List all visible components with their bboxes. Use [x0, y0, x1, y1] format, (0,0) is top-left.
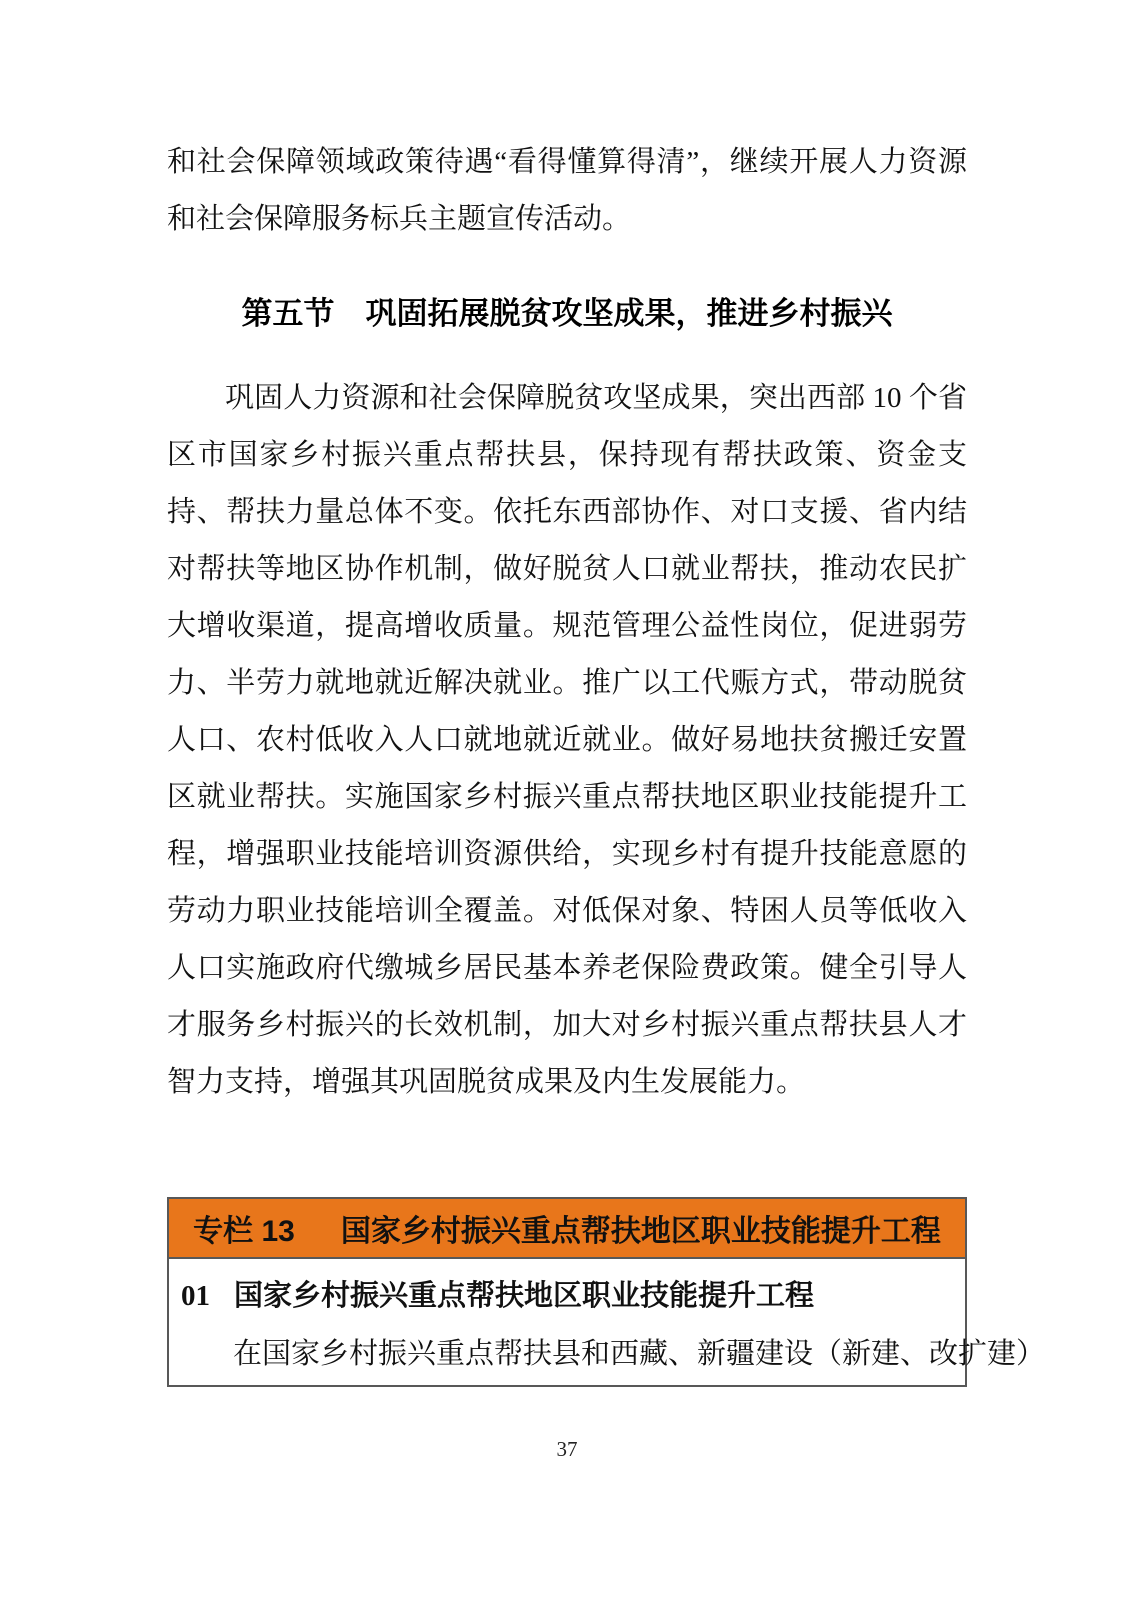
- column-item-head: [181, 1273, 953, 1319]
- section-heading: 第五节 巩固拓展脱贫攻坚成果，推进乡村振兴: [241, 296, 893, 331]
- column-item-body: 在国家乡村振兴重点帮扶县和西藏、新疆建设（新建、改扩建）: [233, 1338, 1046, 1370]
- column-box-content: [169, 1259, 1046, 1385]
- column-box-header: [169, 1199, 965, 1259]
- column-item-title: 国家乡村振兴重点帮扶地区职业技能提升工程: [234, 1280, 815, 1312]
- main-paragraph: 巩固人力资源和社会保障脱贫攻坚成果，突出西部 10 个省区市国家乡村振兴重点帮扶县，保持现有帮扶政策、资金支持、帮扶力量总体不变。依托东西部协作、对口支援、省内结对帮扶等地区协作机制，做好脱贫人口就业帮扶，推动农民扩大增收渠道，提高增收质量。规范管理公益性岗位，促进弱劳力、半劳力就地就近解决就业。推广以工代赈方式，带动脱贫人口、农村低收入人口就地就近就业。做好易地扶贫搬迁安置区就业帮扶。实施国家乡村振兴重点帮扶地区职业技能提升工程，增强职业技能培训资源供给，实现乡村有提升技能意愿的劳动力职业技能培训全覆盖。对低保对象、特困人员等低收入人口实施政府代缴城乡居民基本养老保险费政策。健全引导人才服务乡村振兴的长效机制，加大对乡村振兴重点帮扶县人才智力支持，增强其巩固脱贫成果及内生发展能力。: [167, 382, 967, 1098]
- column-box-label: 专栏 13: [193, 1215, 295, 1248]
- column-box-title: 国家乡村振兴重点帮扶地区职业技能提升工程: [340, 1215, 941, 1248]
- column-item-number: 01: [181, 1280, 210, 1312]
- column-box: [167, 1197, 1046, 1387]
- page-number: 37: [556, 1437, 578, 1461]
- intro-paragraph: 和社会保障领域政策待遇“看得懂算得清”，继续开展人力资源和社会保障服务标兵主题宣传活动。: [167, 146, 967, 235]
